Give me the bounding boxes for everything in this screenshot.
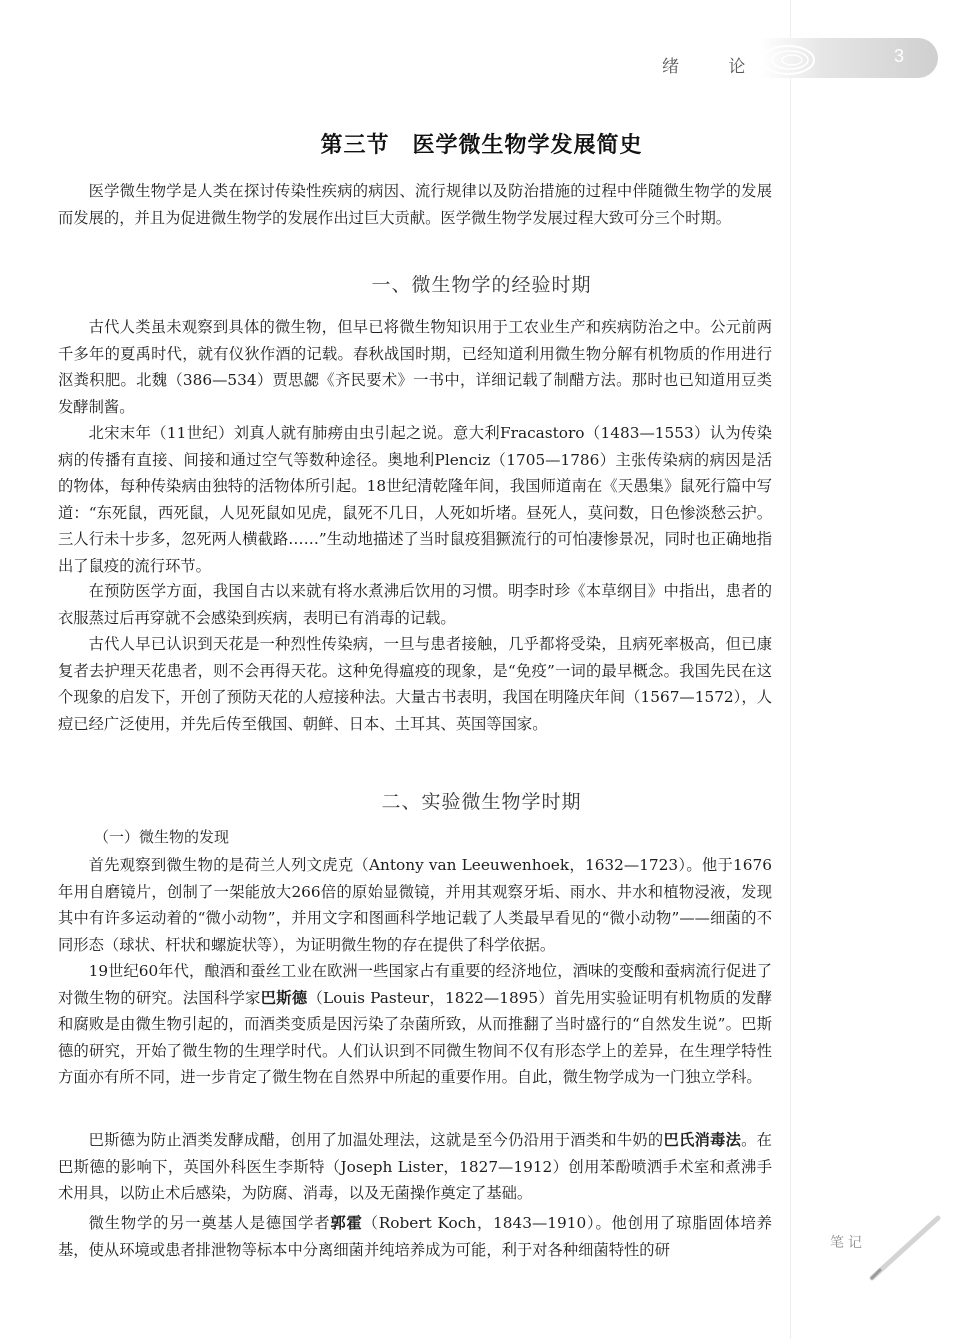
intro-paragraph: 医学微生物学是人类在探讨传染性疾病的病因、流行规律以及防治措施的过程中伴随微生物学的发展而发展的，并且为促进微生物学的发展作出过巨大贡献。医学微生物学发展过程大致可分三个时期。 <box>58 182 772 227</box>
paragraph-empirical-4: 古代人早已认识到天花是一种烈性传染病，一旦与患者接触，几乎都将受染，且病死率极高，但已康复者去护理天花患者，则不会再得天花。这种免得瘟疫的现象，是“免疫”一词的最早概念。我国先民在这个现象的启发下，开创了预防天花的人痘接种法。大量古书表明，我国在明隆庆年间（1567—1572），人痘已经广泛使用，并先后传至俄国、朝鲜、日本、土耳其、英国等国家。 <box>58 635 772 733</box>
notes-label: 笔记 <box>830 1235 866 1251</box>
bold-term-pasteurization: 巴氏消毒法 <box>663 1131 742 1149</box>
paragraph-empirical-1: 古代人类虽未观察到具体的微生物，但早已将微生物知识用于工农业生产和疾病防治之中。公元前两千多年的夏禹时代，就有仪狄作酒的记载。春秋战国时期，已经知道利用微生物分解有机物质的作用进行沤粪积肥。北魏（386—534）贾思勰《齐民要术》一书中，详细记载了制醋方法。那时也已知道用豆类发酵制酱。 <box>58 318 772 416</box>
section-heading-2: 二、实验微生物学时期 <box>381 791 582 813</box>
paragraph-experimental-2 <box>58 958 772 1091</box>
paragraph-empirical-3: 在预防医学方面，我国自古以来就有将水煮沸后饮用的习惯。明李时珍《本草纲目》中指出，患者的衣服蒸过后再穿就不会感染到疾病，表明已有消毒的记载。 <box>58 582 772 627</box>
notes-margin <box>830 1232 866 1252</box>
running-header-title: 绪 论 <box>662 57 768 77</box>
section-title: 第三节 医学微生物学发展简史 <box>320 133 643 158</box>
section-heading-1: 一、微生物学的经验时期 <box>371 274 592 296</box>
text-run: （Louis Pasteur，1822—1895）首先用实验证明有机物质的发酵和腐败是由微生物引起的，而酒类变质是因污染了杂菌所致，从而推翻了当时盛行的“自然发生说”。巴斯德的研究，开始了微生物的生理学时代。人们认识到不同微生物间不仅有形态学上的差异，在生理学特性方面亦有所不同，进一步肯定了微生物在自然界中所起的重要作用。自此，微生物学成为一门独立学科。 <box>58 988 772 1086</box>
paragraph-empirical-2: 北宋末年（11世纪）刘真人就有肺痨由虫引起之说。意大利Fracastoro（1483—1553）认为传染病的传播有直接、间接和通过空气等数种途径。奥地利Plenciz（1705—1786）主张传染病的病因是活的物体，每种传染病由独特的活物体所引起。18世纪清乾隆年间，我国师道南在《天愚集》鼠死行篇中写道：“东死鼠，西死鼠，人见死鼠如见虎，鼠死不几日，人死如圻堵。昼死人，莫问数，日色惨淡愁云护。三人行未十步多，忽死两人横截路……”生动地描述了当时鼠疫猖獗流行的可怕凄惨景况，同时也正确地指出了鼠疫的流行环节。 <box>58 424 772 575</box>
subsection-heading: （一）微生物的发现 <box>94 828 230 846</box>
paragraph-experimental-4 <box>58 1210 772 1263</box>
text-run: 巴斯德为防止酒类发酵成醋，创用了加温处理法，这就是至今仍沿用于酒类和牛奶的 <box>88 1131 664 1149</box>
text-run: （Robert Koch，1843—1910）。他创用了琼脂固体培养基，使从环境或患者排泄物等标本中分离细菌并纯培养成为可能，利于对各种细菌特性的研 <box>58 1214 772 1259</box>
text-run: 19世纪60年代，酿酒和蚕丝工业在欧洲一些国家占有重要的经济地位，酒味的变酸和蚕病流行促进了对微生物的研究。法国科学家 <box>58 962 772 1007</box>
text-run: 。在巴斯德的影响下，英国外科医生李斯特（Joseph Lister，1827—1912）创用苯酚喷洒手术室和煮沸手术用具，以防止术后感染，为防腐、消毒，以及无菌操作奠定了基础。 <box>58 1131 772 1202</box>
bold-term-koch: 郭霍 <box>330 1214 363 1232</box>
bold-term-pasteur: 巴斯德 <box>260 988 308 1007</box>
page-number: 3 <box>894 46 905 66</box>
pencil-icon <box>866 1212 946 1282</box>
paragraph-experimental-1: 首先观察到微生物的是荷兰人列文虎克（Antony van Leeuwenhoek，1632—1723）。他于1676年用自磨镜片，创制了一架能放大266倍的原始显微镜，并用其观察牙垢、雨水、井水和植物浸液，发现其中有许多运动着的“微小动物”，并用文字和图画科学地记载了人类最早看见的“微小动物”——细菌的不同形态（球状、杆状和螺旋状等），为证明微生物的存在提供了科学依据。 <box>58 856 772 954</box>
paragraph-experimental-3 <box>58 1127 772 1207</box>
text-run: 微生物学的另一奠基人是德国学者 <box>88 1214 331 1232</box>
page-edge-shadow <box>790 0 791 1339</box>
